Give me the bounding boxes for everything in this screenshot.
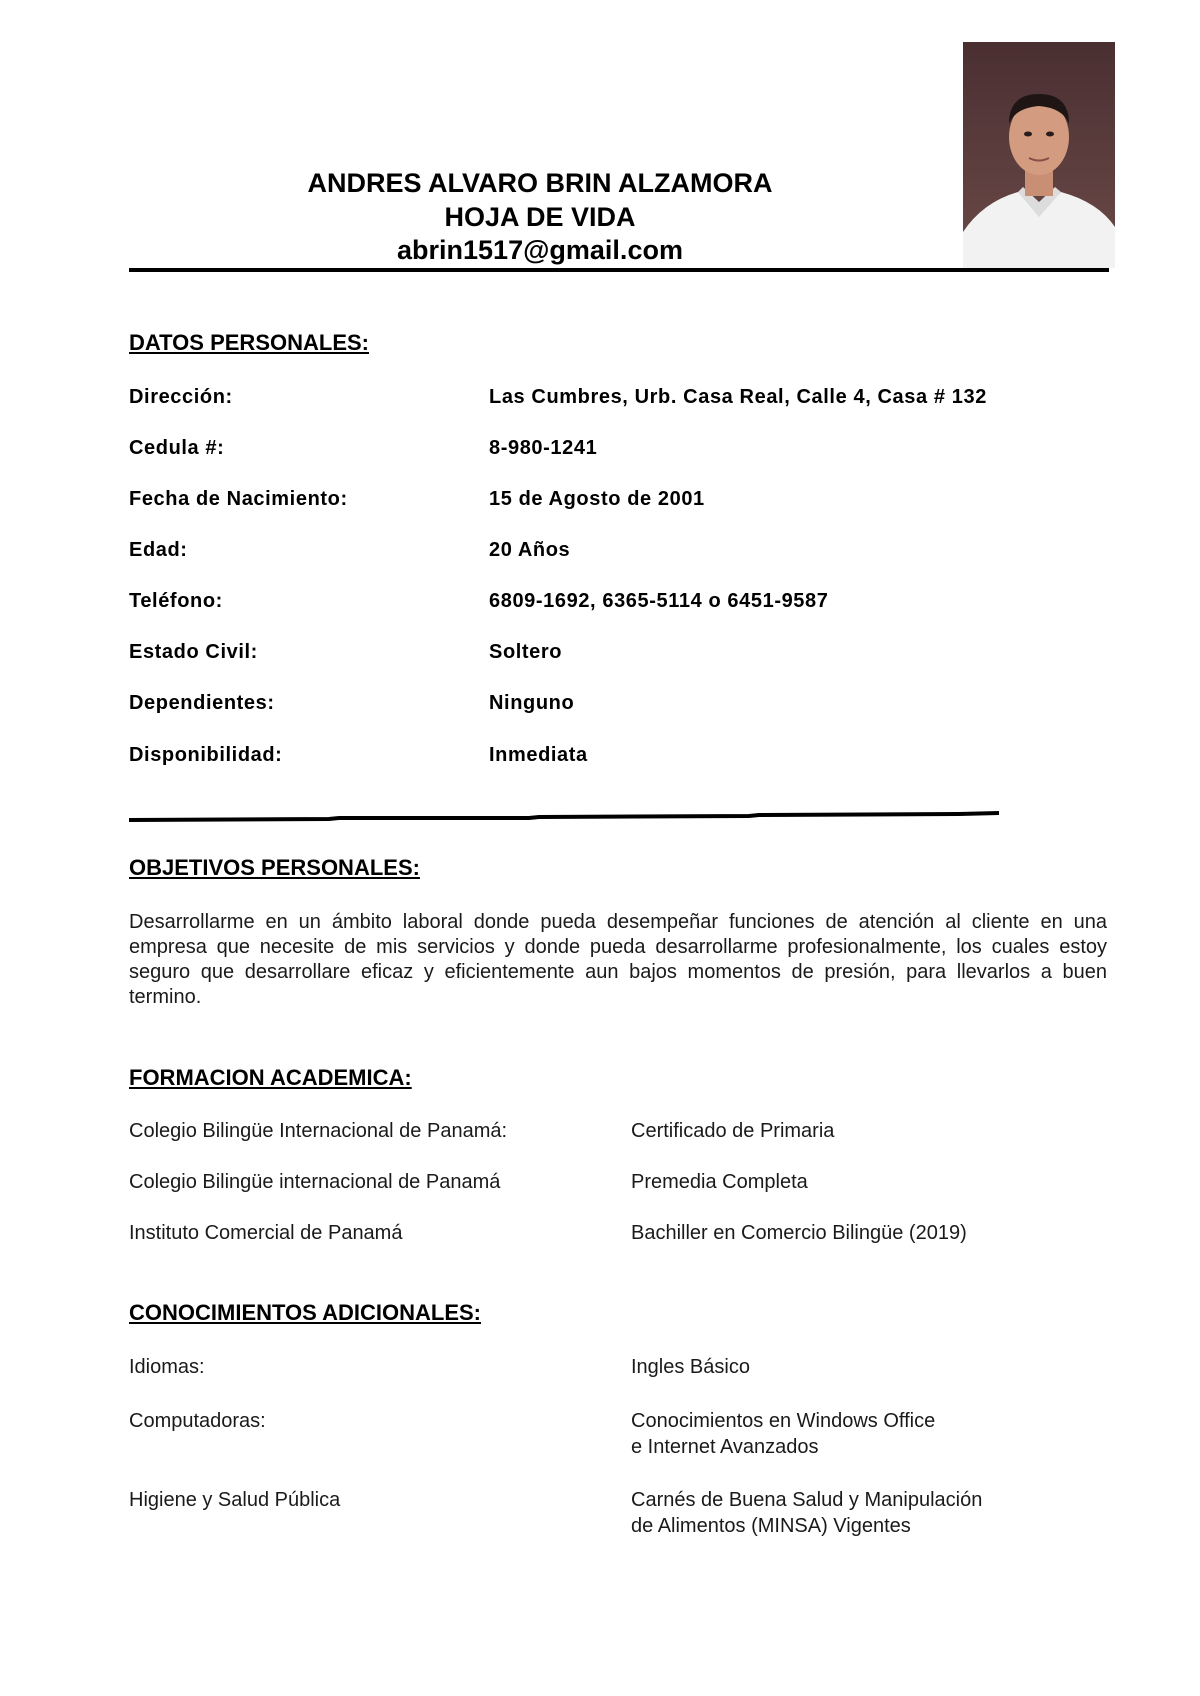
section-title-objectives: OBJETIVOS PERSONALES:: [129, 855, 420, 880]
label-cedula: Cedula #:: [129, 437, 225, 459]
skill-detail-line2: e Internet Avanzados: [631, 1436, 819, 1458]
header-divider: [129, 268, 1109, 272]
cv-email[interactable]: abrin1517@gmail.com: [397, 235, 683, 265]
section-title-personal: DATOS PERSONALES:: [129, 330, 369, 355]
skill-label: Idiomas:: [129, 1356, 205, 1378]
section-title-education: FORMACION ACADEMICA:: [129, 1065, 412, 1090]
skill-detail-line1: Ingles Básico: [631, 1356, 750, 1378]
section-divider: [129, 808, 1001, 826]
label-edad: Edad:: [129, 539, 188, 561]
value-disponibilidad: Inmediata: [489, 744, 588, 766]
value-edad: 20 Años: [489, 539, 571, 561]
skill-detail-line1: Carnés de Buena Salud y Manipulación: [631, 1489, 983, 1511]
education-school: Colegio Bilingüe Internacional de Panamá:: [129, 1120, 508, 1142]
label-dependientes: Dependientes:: [129, 692, 275, 714]
profile-photo: [963, 42, 1115, 268]
label-disponibilidad: Disponibilidad:: [129, 744, 283, 766]
value-telefono: 6809-1692, 6365-5114 o 6451-9587: [489, 590, 829, 612]
section-title-skills: CONOCIMIENTOS ADICIONALES:: [129, 1300, 482, 1325]
objectives-paragraph: Desarrollarme en un ámbito laboral donde pueda desempeñar funciones de atención al cliente en una empresa que necesite de mis servicios y donde pueda desarrollarme profesionalmente, los cuales estoy seguro que desarrollare eficaz y eficientemente aun bajos momentos de presión, para llevarlos a buen termino.: [129, 911, 1107, 1008]
skill-detail-line2: de Alimentos (MINSA) Vigentes: [631, 1515, 911, 1537]
education-degree: Premedia Completa: [631, 1171, 808, 1193]
label-nacimiento: Fecha de Nacimiento:: [129, 488, 348, 510]
label-telefono: Teléfono:: [129, 590, 223, 612]
skill-label: Higiene y Salud Pública: [129, 1489, 341, 1511]
label-estado-civil: Estado Civil:: [129, 641, 258, 663]
skill-label: Computadoras:: [129, 1410, 266, 1432]
education-degree: Certificado de Primaria: [631, 1120, 835, 1142]
education-school: Colegio Bilingüe internacional de Panamá: [129, 1171, 501, 1193]
education-school: Instituto Comercial de Panamá: [129, 1222, 403, 1244]
education-degree: Bachiller en Comercio Bilingüe (2019): [631, 1222, 967, 1244]
value-dependientes: Ninguno: [489, 692, 575, 714]
value-direccion: Las Cumbres, Urb. Casa Real, Calle 4, Casa # 132: [489, 386, 987, 408]
skill-detail-line1: Conocimientos en Windows Office: [631, 1410, 936, 1432]
cv-name: ANDRES ALVARO BRIN ALZAMORA: [307, 168, 773, 198]
value-cedula: 8-980-1241: [489, 437, 598, 459]
value-estado-civil: Soltero: [489, 641, 563, 663]
cv-title: HOJA DE VIDA: [444, 202, 636, 232]
label-direccion: Dirección:: [129, 386, 233, 408]
value-nacimiento: 15 de Agosto de 2001: [489, 488, 705, 510]
